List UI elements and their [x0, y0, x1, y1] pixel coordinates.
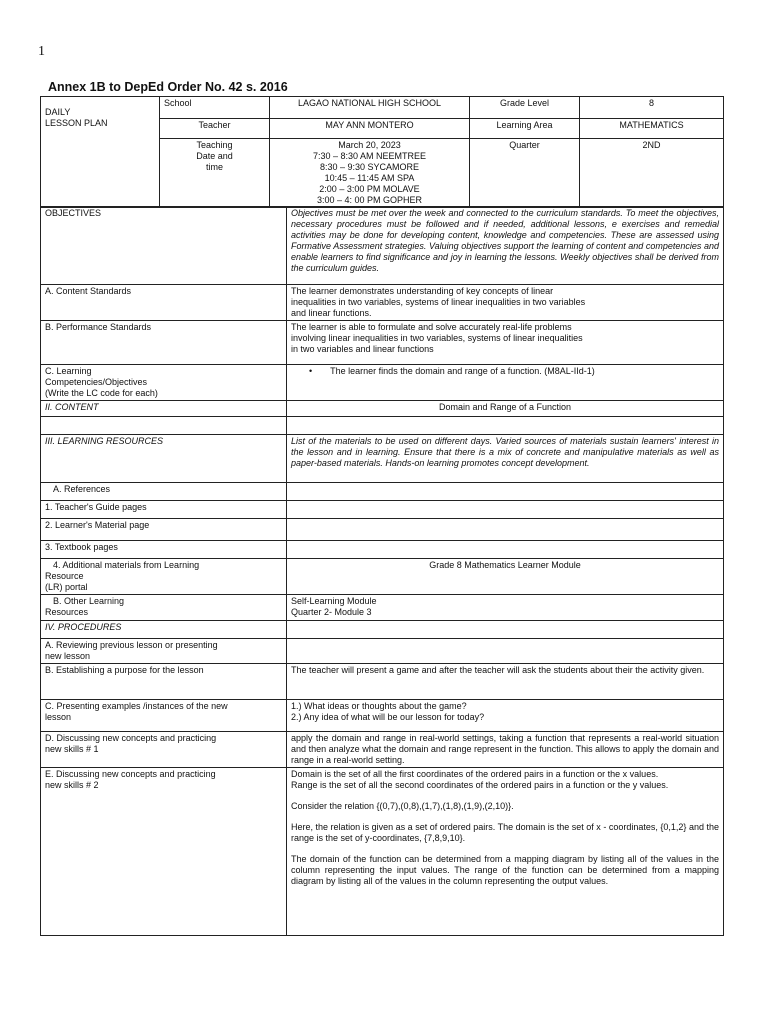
content-standards-text — [287, 285, 724, 321]
discuss2-paragraph: Here, the relation is given as a set of ordered pairs. The domain is the set of x - coordinates, {0,1,2} and the range is the set of y-coordinates, {7,8,9,10}. — [291, 822, 719, 843]
review-label-line: new lesson — [45, 651, 91, 661]
discuss1-label-line: D. Discussing new concepts and practicing — [45, 733, 217, 743]
learning-area-value: MATHEMATICS — [580, 119, 724, 139]
school-value: LAGAO NATIONAL HIGH SCHOOL — [270, 97, 470, 119]
discuss2-paragraph: Domain is the set of all the first coordinates of the ordered pairs in a function or the x values. — [291, 769, 659, 779]
content-standards-label: A. Content Standards — [41, 285, 287, 321]
tg-label: 1. Teacher's Guide pages — [41, 501, 287, 519]
discuss2-paragraph: The domain of the function can be determined from a mapping diagram by listing all of the values in the column representing the input values. The range of the function can be determined from a mapping diagram by listing all of the values in the column representing the output values. — [291, 854, 719, 886]
schedule-line: 2:00 – 3:00 PM MOLAVE — [319, 184, 420, 194]
competency-item: The learner finds the domain and range of a function. (M8AL-IId-1) — [330, 366, 595, 376]
other-label-line: Resources — [45, 607, 89, 617]
discuss2-label-line: new skills # 2 — [45, 780, 99, 790]
content-spacer — [287, 417, 724, 435]
content-label: II. CONTENT — [41, 401, 287, 417]
purpose-text: The teacher will present a game and after the teacher will ask the students about their the activity given. — [287, 664, 724, 700]
textbook-label: 3. Textbook pages — [41, 541, 287, 559]
additional-label-line: Resource — [45, 571, 84, 581]
date: March 20, 2023 — [338, 140, 401, 150]
performance-standards-text — [287, 321, 724, 365]
page-number: 1 — [38, 44, 45, 59]
discuss2-label-line: E. Discussing new concepts and practicing — [45, 769, 216, 779]
examples-label — [41, 700, 287, 732]
additional-materials-label — [41, 559, 287, 595]
lesson-table — [40, 206, 724, 936]
other-resources-label — [41, 595, 287, 621]
example-line: 1.) What ideas or thoughts about the game? — [291, 701, 467, 711]
content-standards-line: and linear functions. — [291, 308, 372, 318]
dlp-label-line2: LESSON PLAN — [45, 118, 108, 128]
additional-label-line: (LR) portal — [45, 582, 88, 592]
content-standards-line: The learner demonstrates understanding of key concepts of linear — [291, 286, 554, 296]
discuss1-text: apply the domain and range in real-world settings, taking a function that represents a real-world situation and then analyze what the domain and range represent in the function. This allows to apply the domain and range in a real-world setting. — [287, 732, 724, 768]
date-schedule — [270, 139, 470, 208]
examples-label-line: C. Presenting examples /instances of the new — [45, 701, 228, 711]
other-resources-value — [287, 595, 724, 621]
content-spacer — [41, 417, 287, 435]
discuss1-label-line: new skills # 1 — [45, 744, 99, 754]
tg-value — [287, 501, 724, 519]
procedures-value — [287, 621, 724, 639]
other-label-line: B. Other Learning — [53, 596, 125, 606]
content-value: Domain and Range of a Function — [287, 401, 724, 417]
schedule-line: 3:00 – 4: 00 PM GOPHER — [316, 195, 423, 205]
teacher-value: MAY ANN MONTERO — [270, 119, 470, 139]
lm-value — [287, 519, 724, 541]
discuss2-paragraph: Consider the relation {(0,7),(0,8),(1,7),(1,8),(1,9),(2,10)}. — [291, 801, 514, 811]
references-value — [287, 483, 724, 501]
competencies-text — [287, 365, 724, 401]
examples-label-line: lesson — [45, 712, 72, 722]
purpose-label: B. Establishing a purpose for the lesson — [41, 664, 287, 700]
grade-level-label: Grade Level — [470, 97, 580, 119]
example-line: 2.) Any idea of what will be our lesson for today? — [291, 712, 485, 722]
annex-title: Annex 1B to DepEd Order No. 42 s. 2016 — [48, 80, 288, 94]
dlp-label — [41, 97, 160, 208]
quarter-label: Quarter — [470, 139, 580, 208]
discuss1-label — [41, 732, 287, 768]
resources-label: III. LEARNING RESOURCES — [41, 435, 287, 483]
grade-level-value: 8 — [580, 97, 724, 119]
review-value — [287, 639, 724, 664]
review-label-line: A. Reviewing previous lesson or presenting — [45, 640, 218, 650]
schedule-line: 7:30 – 8:30 AM NEEMTREE — [312, 151, 427, 161]
textbook-value — [287, 541, 724, 559]
performance-standards-line: in two variables and linear functions — [291, 344, 434, 354]
additional-materials-value: Grade 8 Mathematics Learner Module — [287, 559, 724, 595]
lm-label: 2. Learner's Material page — [41, 519, 287, 541]
competencies-label-line: (Write the LC code for each) — [45, 388, 158, 398]
performance-standards-line: The learner is able to formulate and solve accurately real-life problems — [291, 322, 572, 332]
teaching-label — [160, 139, 270, 208]
competencies-label — [41, 365, 287, 401]
performance-standards-label: B. Performance Standards — [41, 321, 287, 365]
resources-text: List of the materials to be used on different days. Varied sources of materials sustain learners' interest in the lesson and in learning. Ensure that there is a mix of concrete and manipulative materials as well as paper-based materials. Hands-on learning promotes concept development. — [287, 435, 724, 483]
references-label: A. References — [41, 483, 287, 501]
other-value-line: Quarter 2- Module 3 — [291, 607, 372, 617]
quarter-value: 2ND — [580, 139, 724, 208]
objectives-label: OBJECTIVES — [41, 207, 287, 285]
teaching-label-3: time — [205, 162, 223, 172]
schedule-line: 8:30 – 9:30 SYCAMORE — [319, 162, 420, 172]
bullet-icon: • — [309, 366, 313, 376]
examples-text — [287, 700, 724, 732]
teaching-label-2: Date and — [196, 151, 233, 161]
discuss2-paragraph: Range is the set of all the second coordinates of the ordered pairs in a function or the y values. — [291, 780, 669, 790]
procedures-label: IV. PROCEDURES — [41, 621, 287, 639]
additional-label-line: 4. Additional materials from Learning — [53, 560, 200, 570]
competencies-label-line: C. Learning — [45, 366, 92, 376]
other-value-line: Self-Learning Module — [291, 596, 377, 606]
discuss2-text — [287, 768, 724, 936]
teaching-label-1: Teaching — [196, 140, 233, 150]
dlp-label-line1: DAILY — [45, 107, 71, 117]
learning-area-label: Learning Area — [470, 119, 580, 139]
teacher-label: Teacher — [160, 119, 270, 139]
schedule-line: 10:45 – 11:45 AM SPA — [324, 173, 415, 183]
objectives-text: Objectives must be met over the week and connected to the curriculum standards. To meet the objectives, necessary procedures must be followed and if needed, additional lessons, e exercises and remedial activities may be done for developing content, knowledge and competencies. These are assessed using Formative Assessment strategies. Valuing objectives support the learning of content and competencies and enable learners to find significance and joy in learning the lessons. Weekly objectives shall be derived from the curriculum guides. — [287, 207, 724, 285]
school-label: School — [160, 97, 270, 119]
performance-standards-line: involving linear inequalities in two variables, systems of linear inequalities — [291, 333, 583, 343]
competencies-label-line: Competencies/Objectives — [45, 377, 148, 387]
review-label — [41, 639, 287, 664]
header-table — [40, 96, 724, 208]
content-standards-line: inequalities in two variables, systems of linear inequalities in two variables — [291, 297, 586, 307]
discuss2-label — [41, 768, 287, 936]
